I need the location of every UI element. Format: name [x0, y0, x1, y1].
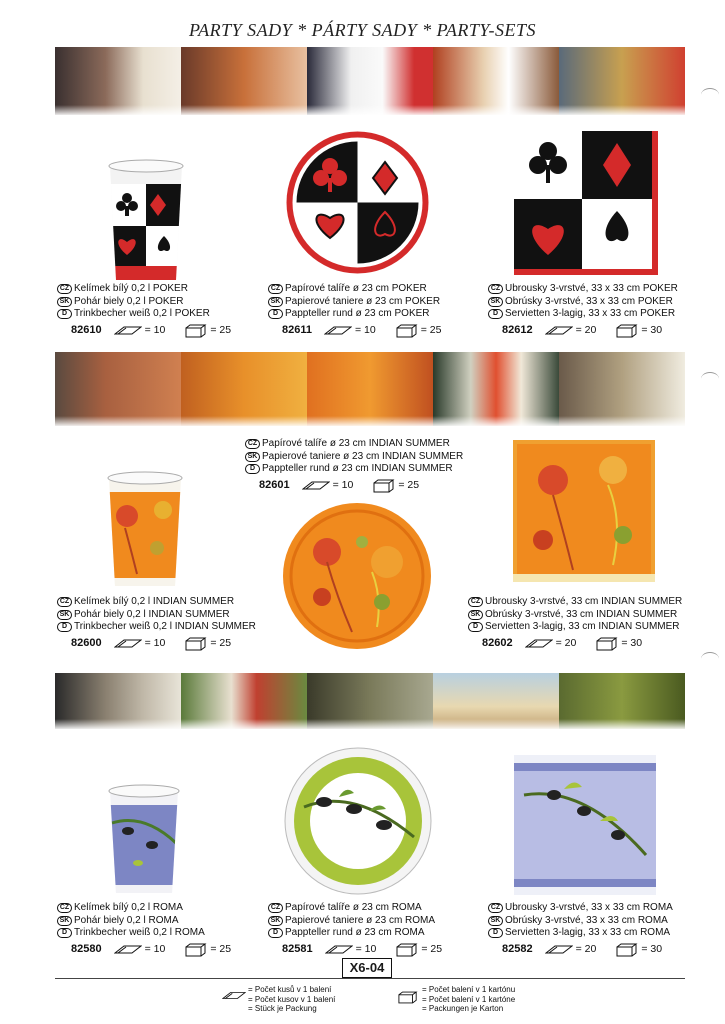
legend-carton-sk: = Počet balení v 1 kartóne: [422, 994, 516, 1004]
lang-badge-sk: SK: [268, 297, 283, 307]
desc-de: Trinkbecher weiß 0,2 l ROMA: [74, 927, 205, 938]
legend-pack-sk: = Počet kusov v 1 balení: [248, 994, 336, 1004]
carton-count: = 25: [421, 943, 443, 956]
pack-count: = 10: [144, 637, 166, 650]
lang-badge-sk: SK: [468, 610, 483, 620]
footer-rule: [55, 978, 685, 979]
desc-cz: Kelímek bílý 0,2 l ROMA: [74, 902, 183, 913]
pack-icon: [324, 326, 352, 335]
desc-sk: Pohár biely 0,2 l INDIAN SUMMER: [74, 608, 230, 620]
lang-badge-cz: CZ: [268, 284, 283, 294]
poker-napkin-image: [514, 131, 658, 275]
lang-badge-cz: CZ: [488, 284, 503, 294]
poker-plate-image: [285, 130, 430, 275]
legend-pack-cz: = Počet kusů v 1 balení: [248, 985, 332, 994]
pack-icon: [545, 326, 573, 335]
product-code: 82602: [482, 637, 513, 650]
poker-cup-image: [108, 158, 184, 282]
product-info-82580: [57, 902, 231, 957]
product-info-82600: [57, 596, 256, 651]
product-code: 82600: [71, 637, 102, 650]
product-code: 82611: [282, 324, 312, 337]
carton-icon: [185, 637, 207, 651]
pack-count: = 10: [332, 479, 354, 492]
product-code: 82580: [71, 943, 102, 956]
lang-badge-sk: SK: [488, 297, 503, 307]
lang-badge-sk: SK: [268, 916, 283, 926]
product-info-82611: [268, 283, 441, 338]
lang-badge-cz: CZ: [268, 903, 283, 913]
banner-roma: [55, 673, 685, 729]
roma-cup-image: [108, 783, 180, 895]
desc-cz: Ubrousky 3-vrstvé, 33 x 33 cm ROMA: [505, 902, 673, 913]
lang-badge-sk: SK: [245, 452, 260, 462]
pack-icon: [525, 639, 553, 648]
lang-badge-cz: CZ: [57, 284, 72, 294]
lang-badge-de: D: [488, 928, 503, 938]
lang-badge-cz: CZ: [57, 597, 72, 607]
desc-cz: Ubrousky 3-vrstvé, 33 x 33 cm POKER: [505, 283, 678, 294]
product-code: 82601: [259, 479, 290, 492]
pack-icon: [545, 945, 573, 954]
desc-sk: Pohár biely 0,2 l POKER: [74, 295, 184, 307]
desc-cz: Papírové talíře ø 23 cm ROMA: [285, 902, 422, 913]
pack-count: = 10: [355, 943, 377, 956]
lang-badge-de: D: [468, 622, 483, 632]
indian-summer-cup-image: [107, 470, 183, 588]
banner-indian-summer: [55, 352, 685, 426]
desc-cz: Papírové talíře ø 23 cm POKER: [285, 283, 427, 294]
page-edge-mark: [701, 652, 719, 666]
lang-badge-de: D: [57, 928, 72, 938]
carton-icon: [396, 943, 418, 957]
lang-badge-de: D: [268, 309, 283, 319]
lang-badge-cz: CZ: [245, 439, 260, 449]
carton-count: = 30: [641, 324, 663, 337]
desc-cz: Kelímek bílý 0,2 l POKER: [74, 283, 188, 294]
lang-badge-de: D: [57, 309, 72, 319]
product-info-82601: [245, 438, 463, 493]
carton-count: = 25: [420, 324, 442, 337]
desc-de: Servietten 3-lagig, 33 x 33 cm ROMA: [505, 927, 671, 938]
product-code: 82610: [71, 324, 102, 337]
lang-badge-cz: CZ: [468, 597, 483, 607]
carton-icon: [185, 324, 207, 338]
pack-icon: [114, 639, 142, 648]
desc-sk: Papierové taniere ø 23 cm INDIAN SUMMER: [262, 450, 464, 462]
desc-cz: Papírové talíře ø 23 cm INDIAN SUMMER: [262, 438, 450, 449]
desc-de: Trinkbecher weiß 0,2 l POKER: [74, 308, 210, 319]
legend-carton-de: = Packungen je Karton: [422, 1004, 504, 1013]
desc-cz: Kelímek bílý 0,2 l INDIAN SUMMER: [74, 596, 235, 607]
carton-icon: [398, 991, 418, 1004]
product-info-82582: [488, 902, 673, 957]
lang-badge-cz: CZ: [57, 903, 72, 913]
desc-de: Trinkbecher weiß 0,2 l INDIAN SUMMER: [74, 621, 256, 632]
pack-count: = 20: [575, 324, 597, 337]
lang-badge-sk: SK: [488, 916, 503, 926]
pack-icon: [222, 991, 246, 1000]
pack-count: = 10: [144, 943, 166, 956]
carton-icon: [616, 943, 638, 957]
legend-pack: [222, 985, 335, 1014]
desc-de: Pappteller rund ø 23 cm POKER: [285, 308, 430, 319]
lang-badge-de: D: [488, 309, 503, 319]
lang-badge-sk: SK: [57, 610, 72, 620]
page-edge-mark: [701, 372, 719, 386]
page-number: X6-04: [342, 958, 392, 978]
legend-pack-de: = Stück je Packung: [248, 1004, 317, 1013]
banner-poker: [55, 47, 685, 115]
product-info-82612: [488, 283, 678, 338]
carton-count: = 25: [210, 324, 232, 337]
desc-sk: Papierové taniere ø 23 cm POKER: [285, 295, 441, 307]
desc-de: Pappteller rund ø 23 cm INDIAN SUMMER: [262, 463, 453, 474]
pack-icon: [114, 326, 142, 335]
pack-count: = 10: [144, 324, 166, 337]
roma-napkin-image: [514, 755, 656, 895]
carton-count: = 25: [210, 637, 232, 650]
desc-sk: Obrúsky 3-vrstvé, 33 x 33 cm POKER: [505, 295, 673, 307]
carton-count: = 30: [641, 943, 663, 956]
pack-icon: [114, 945, 142, 954]
page-title: PARTY SADY * PÁRTY SADY * PARTY-SETS: [188, 20, 537, 40]
pack-icon: [302, 481, 330, 490]
pack-icon: [325, 945, 353, 954]
carton-count: = 30: [621, 637, 643, 650]
lang-badge-cz: CZ: [488, 903, 503, 913]
carton-icon: [616, 324, 638, 338]
desc-sk: Papierové taniere ø 23 cm ROMA: [285, 914, 436, 926]
product-info-82581: [268, 902, 442, 957]
lang-badge-sk: SK: [57, 297, 72, 307]
pack-count: = 20: [555, 637, 577, 650]
carton-icon: [396, 324, 418, 338]
product-code: 82612: [502, 324, 533, 337]
desc-sk: Obrúsky 3-vrstvé, 33 cm INDIAN SUMMER: [485, 608, 678, 620]
desc-sk: Obrúsky 3-vrstvé, 33 x 33 cm ROMA: [505, 914, 668, 926]
carton-icon: [185, 943, 207, 957]
carton-icon: [596, 637, 618, 651]
lang-badge-de: D: [245, 464, 260, 474]
carton-count: = 25: [398, 479, 420, 492]
product-info-82602: [468, 596, 682, 651]
pack-count: = 10: [354, 324, 376, 337]
legend-carton-cz: = Počet balení v 1 kartónu: [422, 985, 516, 994]
desc-de: Servietten 3-lagig, 33 cm INDIAN SUMMER: [485, 621, 680, 632]
roma-plate-image: [284, 747, 432, 895]
product-code: 82581: [282, 943, 313, 956]
pack-count: = 20: [575, 943, 597, 956]
page-edge-mark: [701, 88, 719, 102]
product-code: 82582: [502, 943, 533, 956]
lang-badge-de: D: [268, 928, 283, 938]
desc-de: Pappteller rund ø 23 cm ROMA: [285, 927, 425, 938]
lang-badge-de: D: [57, 622, 72, 632]
desc-de: Servietten 3-lagig, 33 x 33 cm POKER: [505, 308, 676, 319]
legend-carton: [398, 985, 515, 1014]
carton-count: = 25: [210, 943, 232, 956]
desc-sk: Pohár biely 0,2 l ROMA: [74, 914, 179, 926]
lang-badge-sk: SK: [57, 916, 72, 926]
carton-icon: [373, 479, 395, 493]
indian-summer-napkin-image: [513, 440, 655, 582]
indian-summer-plate-image: [282, 502, 432, 650]
product-info-82610: [57, 283, 231, 338]
desc-cz: Ubrousky 3-vrstvé, 33 cm INDIAN SUMMER: [485, 596, 683, 607]
